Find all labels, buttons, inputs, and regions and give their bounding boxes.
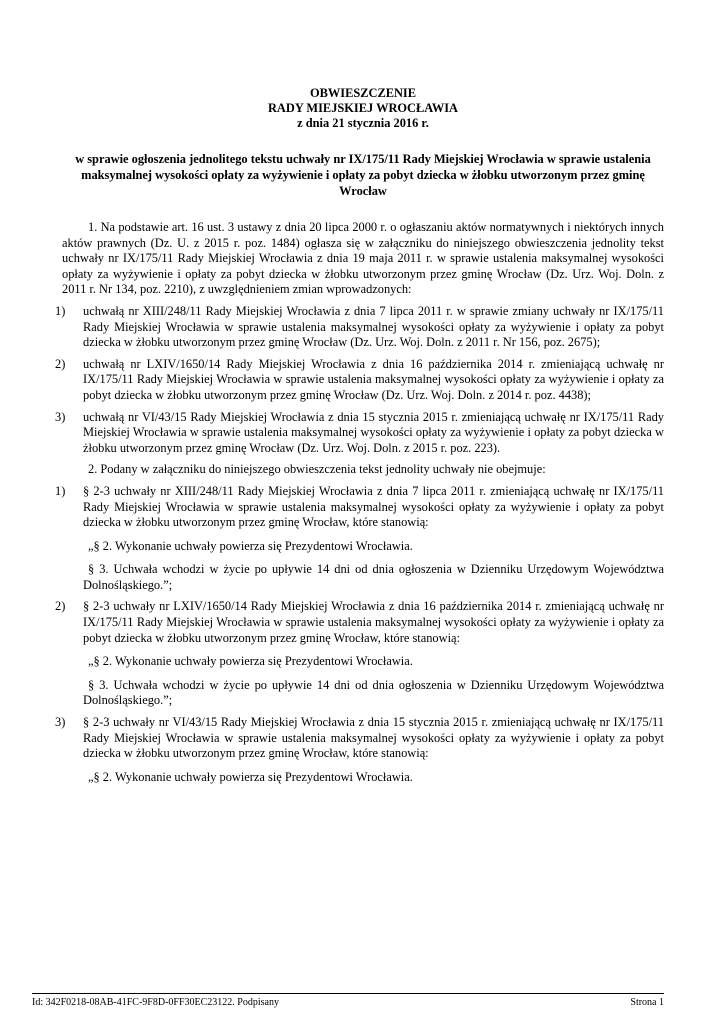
document-id: Id: 342F0218-08AB-41FC-9F8D-0FF30EC23122. Podpisany [32, 997, 279, 1008]
list-item [55, 599, 664, 646]
header-title: OBWIESZCZENIE [309, 86, 417, 100]
quoted-provision: „§ 2. Wykonanie uchwały powierza się Prezydentowi Wrocławia. [88, 654, 413, 669]
list-item-number: 3) [55, 409, 66, 424]
section-1-paragraph: 1. Na podstawie art. 16 ust. 3 ustawy z dnia 20 lipca 2000 r. o ogłaszaniu aktów normatywnych i niektórych innych aktów prawnych (Dz. U. z 2015 r. poz. 1484) ogłasza się w załączniku do niniejszego obwieszczenia jednolity tekst uchwały nr IX/175/11 Rady Miejskiej Wrocławia z dnia 19 maja 2011 r. w sprawie ustalenia maksymalnej wysokości opłaty za wyżywienie i opłaty za pobyt dziecka w żłobku utworzonym przez gminę Wrocław (Dz. Urz. Woj. Doln. z 2011 r. Nr 134, poz. 2210), z uwzględnieniem zmian wprowadzonych: [62, 220, 664, 297]
list-item [55, 715, 664, 762]
quoted-provision: § 3. Uchwała wchodzi w życie po upływie 14 dni od dnia ogłoszenia w Dzienniku Urzędowym Województwa Dolnośląskiego.”; [83, 562, 664, 592]
section-2-paragraph: 2. Podany w załączniku do niniejszego obwieszczenia tekst jednolity uchwały nie obejmuje: [88, 462, 546, 477]
list-item-text: § 2-3 uchwały nr LXIV/1650/14 Rady Miejskiej Wrocławia z dnia 16 października 2014 r. zmieniającą uchwałę nr IX/175/11 Rady Miejskiej Wrocławia w sprawie ustalenia maksymalnej wysokości opłaty za wyżywienie i opłaty za pobyt dziecka w żłobku utworzonym przez gminę Wrocław, które stanowią: [83, 599, 664, 645]
document-subject: w sprawie ogłoszenia jednolitego tekstu uchwały nr IX/175/11 Rady Miejskiej Wrocławia w sprawie ustalenia maksymalnej wysokości opłaty za wyżywienie i opłaty za pobyt dziecka w żłobku utworzonym przez gminę Wrocław [75, 152, 651, 198]
quoted-provision: „§ 2. Wykonanie uchwały powierza się Prezydentowi Wrocławia. [88, 538, 413, 553]
quoted-provision: „§ 2. Wykonanie uchwały powierza się Prezydentowi Wrocławia. [88, 769, 413, 784]
list-item [55, 303, 664, 351]
header-date: z dnia 21 stycznia 2016 r. [297, 116, 429, 130]
list-item-number: 2) [55, 599, 66, 614]
list-item [55, 483, 664, 531]
document-header [62, 86, 664, 131]
list-item-number: 1) [55, 483, 66, 498]
page-footer [32, 993, 664, 1009]
document-page [55, 86, 664, 785]
list-item [55, 409, 664, 457]
list-item-number: 1) [55, 303, 66, 318]
list-item-text: § 2-3 uchwały nr XIII/248/11 Rady Miejskiej Wrocławia z dnia 7 lipca 2011 r. zmieniającą uchwałę nr IX/175/11 Rady Miejskiej Wrocławia w sprawie ustalenia maksymalnej wysokości opłaty za wyżywienie i opłaty za pobyt dziecka w żłobku utworzonym przez gminę Wrocław, które stanowią: [83, 483, 664, 530]
quoted-provision: § 3. Uchwała wchodzi w życie po upływie 14 dni od dnia ogłoszenia w Dzienniku Urzędowym Województwa Dolnośląskiego.”; [83, 677, 664, 708]
list-item-text: uchwałą nr LXIV/1650/14 Rady Miejskiej Wrocławia z dnia 16 października 2014 r. zmieniającą uchwałę nr IX/175/11 Rady Miejskiej Wrocławia w sprawie ustalenia maksymalnej wysokości opłaty za wyżywienie i opłaty za pobyt dziecka w żłobku utworzonym przez gminę Wrocław (Dz. Urz. Woj. Doln. z 2014 r. poz. 4438); [83, 356, 664, 402]
page-number: Strona 1 [630, 997, 664, 1008]
list-item-text: § 2-3 uchwały nr VI/43/15 Rady Miejskiej Wrocławia z dnia 15 stycznia 2015 r. zmieniającą uchwałę nr IX/175/11 Rady Miejskiej Wrocławia w sprawie ustalenia maksymalnej wysokości opłaty za wyżywienie i opłaty za pobyt dziecka w żłobku utworzonym przez gminę Wrocław, które stanowią: [83, 715, 664, 761]
list-item-number: 2) [55, 356, 66, 371]
list-item [55, 356, 664, 404]
list-item-text: uchwałą nr VI/43/15 Rady Miejskiej Wrocławia z dnia 15 stycznia 2015 r. zmieniającą uchwałę nr IX/175/11 Rady Miejskiej Wrocławia w sprawie ustalenia maksymalnej wysokości opłaty za wyżywienie i opłaty za pobyt dziecka w żłobku utworzonym przez gminę Wrocław (Dz. Urz. Woj. Doln. z 2015 r. poz. 223). [83, 409, 664, 455]
header-issuer: RADY MIEJSKIEJ WROCŁAWIA [267, 101, 458, 115]
list-item-text: uchwałą nr XIII/248/11 Rady Miejskiej Wrocławia z dnia 7 lipca 2011 r. w sprawie zmiany uchwały nr IX/175/11 Rady Miejskiej Wrocławia w sprawie ustalenia maksymalnej wysokości opłaty za wyżywienie i opłaty za pobyt dziecka w żłobku utworzonym przez gminę Wrocław (Dz. Urz. Woj. Doln. z 2011 r. Nr 156, poz. 2675); [83, 303, 664, 350]
list-item-number: 3) [55, 715, 66, 730]
